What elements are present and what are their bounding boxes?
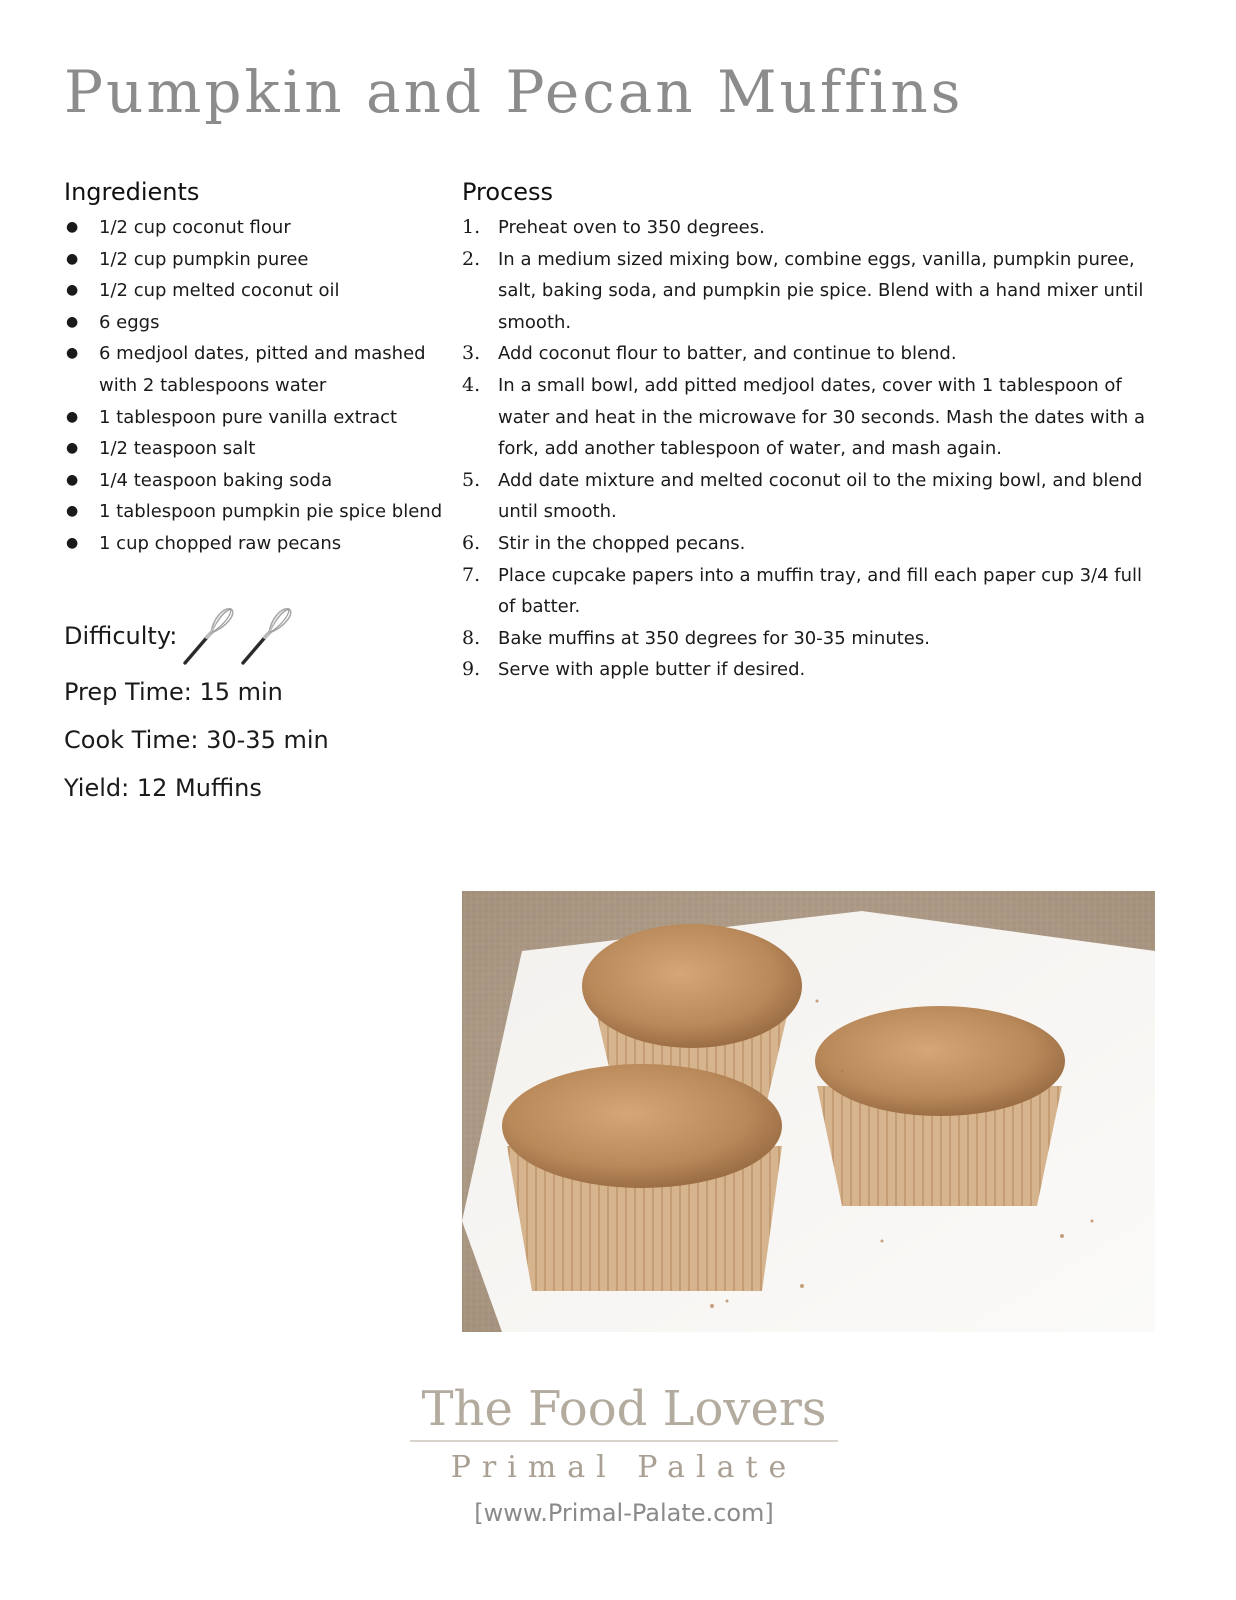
- list-item: ● 1/2 cup pumpkin puree: [64, 244, 454, 276]
- cook-time: Cook Time: 30-35 min: [64, 726, 329, 754]
- step-number: 7.: [462, 563, 481, 586]
- difficulty-label: Difficulty:: [64, 622, 178, 650]
- process-steps: [462, 212, 1162, 686]
- list-item: ● 1/2 cup melted coconut oil: [64, 275, 454, 307]
- bullet-icon: ●: [66, 408, 79, 425]
- step-number: 2.: [462, 247, 481, 270]
- recipe-meta: [64, 604, 329, 812]
- brand-divider: [410, 1440, 838, 1442]
- muffins-illustration: [462, 891, 1155, 1332]
- brand-name: The Food Lovers: [421, 1381, 827, 1437]
- whisk-icon: [179, 605, 237, 667]
- list-item: 5. Add date mixture and melted coconut oil to the mixing bowl, and blend until smooth.: [462, 465, 1162, 528]
- yield: Yield: 12 Muffins: [64, 774, 262, 802]
- ingredients-list: [64, 212, 454, 560]
- bullet-icon: ●: [66, 503, 79, 520]
- list-item: ● 1 cup chopped raw pecans: [64, 528, 454, 560]
- bullet-icon: ●: [66, 250, 79, 267]
- list-item: 8. Bake muffins at 350 degrees for 30-35 minutes.: [462, 623, 1162, 655]
- bullet-icon: ●: [66, 345, 79, 362]
- bullet-icon: ●: [66, 440, 79, 457]
- list-item: ● 6 medjool dates, pitted and mashed with 2 tablespoons water: [64, 338, 454, 401]
- difficulty-rating: [179, 605, 295, 667]
- bullet-icon: ●: [66, 534, 79, 551]
- prep-time: Prep Time: 15 min: [64, 678, 283, 706]
- step-number: 9.: [462, 658, 481, 681]
- list-item: 1. Preheat oven to 350 degrees.: [462, 212, 1162, 244]
- process-section: [462, 178, 1162, 686]
- step-number: 3.: [462, 342, 481, 365]
- list-item: 7. Place cupcake papers into a muffin tray, and fill each paper cup 3/4 full of batter.: [462, 560, 1162, 623]
- bullet-icon: ●: [66, 219, 79, 235]
- website-url: [www.Primal-Palate.com]: [474, 1499, 774, 1527]
- list-item: 9. Serve with apple butter if desired.: [462, 654, 1162, 686]
- list-item: ● 1 tablespoon pumpkin pie spice blend: [64, 496, 454, 528]
- bullet-icon: ●: [66, 282, 79, 299]
- muffins-photo: [462, 891, 1155, 1332]
- ingredients-section: [64, 178, 454, 560]
- list-item: ● 1/2 cup coconut flour: [64, 212, 454, 244]
- list-item: 2. In a medium sized mixing bow, combine eggs, vanilla, pumpkin puree, salt, baking soda, and pumpkin pie spice. Blend with a hand mixer until smooth.: [462, 244, 1162, 339]
- brand-subtitle: Primal Palate: [450, 1450, 798, 1485]
- ingredients-heading: Ingredients: [64, 178, 200, 206]
- list-item: ● 1/4 teaspoon baking soda: [64, 465, 454, 497]
- list-item: 6. Stir in the chopped pecans.: [462, 528, 1162, 560]
- step-number: 8.: [462, 626, 481, 649]
- step-number: 1.: [462, 216, 481, 238]
- difficulty-row: [64, 604, 329, 668]
- list-item: ● 6 eggs: [64, 307, 454, 339]
- whisk-icon: [237, 605, 295, 667]
- list-item: 3. Add coconut flour to batter, and continue to blend.: [462, 338, 1162, 370]
- recipe-title: Pumpkin and Pecan Muffins: [64, 58, 964, 126]
- list-item: ● 1 tablespoon pure vanilla extract: [64, 402, 454, 434]
- brand-footer: [410, 1380, 838, 1530]
- bullet-icon: ●: [66, 471, 79, 488]
- list-item: ● 1/2 teaspoon salt: [64, 433, 454, 465]
- step-number: 6.: [462, 531, 481, 554]
- process-heading: Process: [462, 178, 554, 206]
- list-item: 4. In a small bowl, add pitted medjool dates, cover with 1 tablespoon of water and heat in the microwave for 30 seconds. Mash the dates with a fork, add another tablespoon of water, and mash again.: [462, 370, 1162, 465]
- step-number: 4.: [462, 373, 481, 396]
- bullet-icon: ●: [66, 313, 79, 330]
- step-number: 5.: [462, 468, 481, 491]
